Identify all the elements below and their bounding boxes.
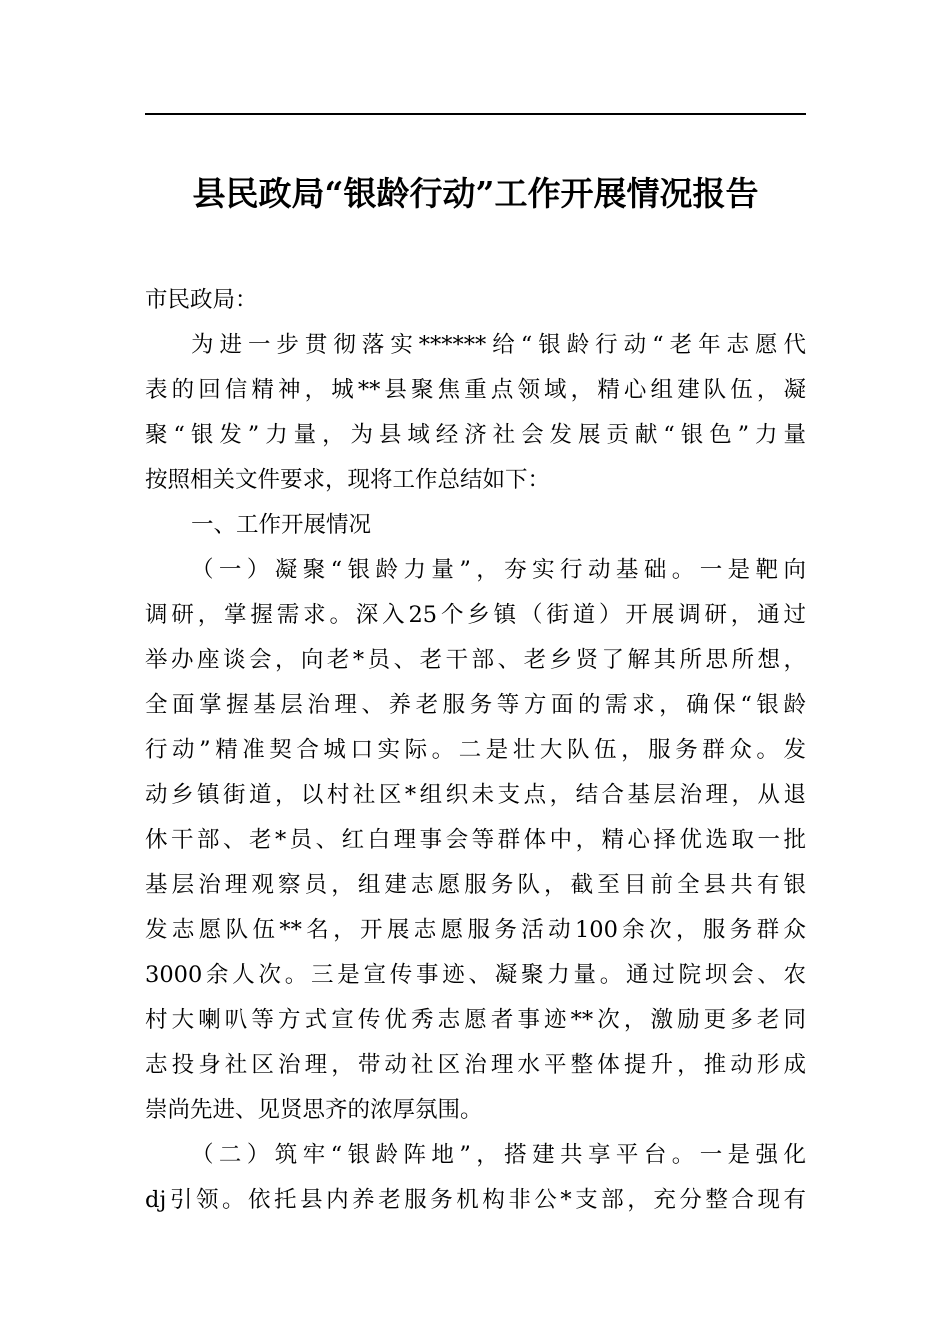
body-line: dj引领。依托县内养老服务机构非公*支部，充分整合现有 <box>145 1187 806 1213</box>
section-heading: 一、工作开展情况 <box>191 512 372 538</box>
body-line: 全面掌握基层治理、养老服务等方面的需求，确保“银龄 <box>145 692 806 718</box>
body-line: 按照相关文件要求，现将工作总结如下： <box>145 467 551 493</box>
body-line: 基层治理观察员，组建志愿服务队，截至目前全县共有银 <box>145 872 806 898</box>
body-line: 举办座谈会，向老*员、老干部、老乡贤了解其所思所想， <box>145 647 806 673</box>
body-line: 村大喇叭等方式宣传优秀志愿者事迹**次，激励更多老同 <box>145 1007 806 1033</box>
salutation: 市民政局： <box>145 287 258 313</box>
body-line: 休干部、老*员、红白理事会等群体中，精心择优选取一批 <box>145 827 806 853</box>
body-line: 表的回信精神，城**县聚焦重点领域，精心组建队伍，凝 <box>145 377 806 403</box>
body-line: 崇尚先进、见贤思齐的浓厚氛围。 <box>145 1097 483 1123</box>
body-line: 发志愿队伍**名，开展志愿服务活动100余次，服务群众 <box>145 917 806 943</box>
document-body <box>145 278 806 1223</box>
body-line: 调研，掌握需求。深入25个乡镇（街道）开展调研，通过 <box>145 602 806 628</box>
body-line: 行动”精准契合城口实际。二是壮大队伍，服务群众。发 <box>145 737 806 763</box>
header-rule <box>145 113 806 115</box>
body-line: 为进一步贯彻落实******给“银龄行动“老年志愿代 <box>191 332 806 358</box>
body-line: 聚“银发”力量，为县域经济社会发展贡献“银色”力量 <box>145 422 806 448</box>
document-title: 县民政局“银龄行动”工作开展情况报告 <box>192 174 759 213</box>
body-line: 志投身社区治理，带动社区治理水平整体提升，推动形成 <box>145 1052 806 1078</box>
body-line: （二）筑牢“银龄阵地”，搭建共享平台。一是强化 <box>191 1142 806 1168</box>
body-line: （一）凝聚“银龄力量”，夯实行动基础。一是靶向 <box>191 557 806 583</box>
body-line: 动乡镇街道，以村社区*组织未支点，结合基层治理，从退 <box>145 782 806 808</box>
body-line: 3000余人次。三是宣传事迹、凝聚力量。通过院坝会、农 <box>145 962 806 988</box>
